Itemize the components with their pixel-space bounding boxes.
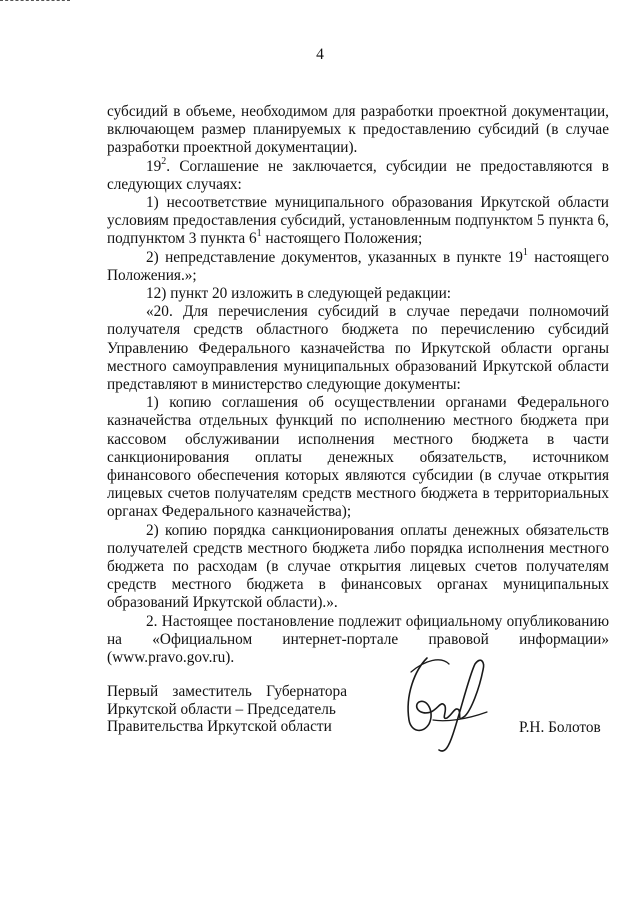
paragraph-doc-2: 2) копию порядка санкционирования оплаты денежных обязательств получателей средств местного бюджета либо порядка исполнения местного бюджета по расходам (в случае открытия лицевых счетов получателям средств местного бюджета в финансовых органах муниципальных образований Иркутской области).». [107,521,609,612]
paragraph-subsidies-volume: субсидий в объеме, необходимом для разработки проектной документации, включающем размер планируемых к предоставлению субсидий (в случае разработки проектной документации). [107,103,609,157]
clause-number: 19 [146,157,162,175]
document-body [107,103,609,667]
signatory-title-line-3: Правительства Иркутской области [107,718,332,736]
paragraph-publication: 2. Настоящее постановление подлежит официальному опубликованию на «Официальном интернет-портале правовой информации» (www.pravo.gov.ru). [107,612,609,667]
item-text: 1) несоответствие муниципального образования Иркутской области условиям предоставления субсидий, установленным подпунктом 5 пункта 6, подпунктом 3 пункта 6 [107,194,609,248]
clause-superscript: 2 [161,155,167,167]
item-text-end: настоящего Положения.»; [107,248,610,284]
signatory-name: Р.Н. Болотов [519,719,601,736]
paragraph-item-12: 12) пункт 20 изложить в следующей редакции: [146,285,452,303]
item-text-end: настоящего Положения; [261,230,423,248]
paragraph-item-1 [107,194,609,249]
item-superscript: 1 [522,246,528,258]
signatory-title-line-1: Первый заместитель Губернатора [107,683,347,700]
handwritten-signature [375,650,510,760]
scan-edge-mark [0,0,70,4]
paragraph-item-2 [107,246,610,285]
paragraph-doc-1: 1) копию соглашения об осуществлении органами Федерального казначейства отдельных функций по исполнению местного бюджета при кассовом обслуживании исполнения местного бюджета в части санкционирования оплаты денежных обязательств, источником финансового обеспечения которых являются субсидии (в случае открытия лицевых счетов получателям средств местного бюджета в территориальных органах Федерального казначейства); [107,394,609,521]
signatory-title [107,683,347,736]
page-number: 4 [316,46,324,63]
item-text: 2) непредставление документов, указанных в пункте 19 [146,248,523,266]
clause-text: . Соглашение не заключается, субсидии не предоставляются в следующих случаях: [107,157,609,193]
signatory-title-line-2: Иркутской области – Председатель [107,700,336,718]
item-superscript: 1 [256,228,262,240]
paragraph-19-2 [107,155,609,194]
paragraph-clause-20: «20. Для перечисления субсидий в случае передачи полномочий получателя средств областного бюджета по перечислению субсидий Управлению Федерального казначейства по Иркутской области органы местного самоуправления муниципальных образований Иркутской области представляют в министерство следующие документы: [107,303,609,394]
